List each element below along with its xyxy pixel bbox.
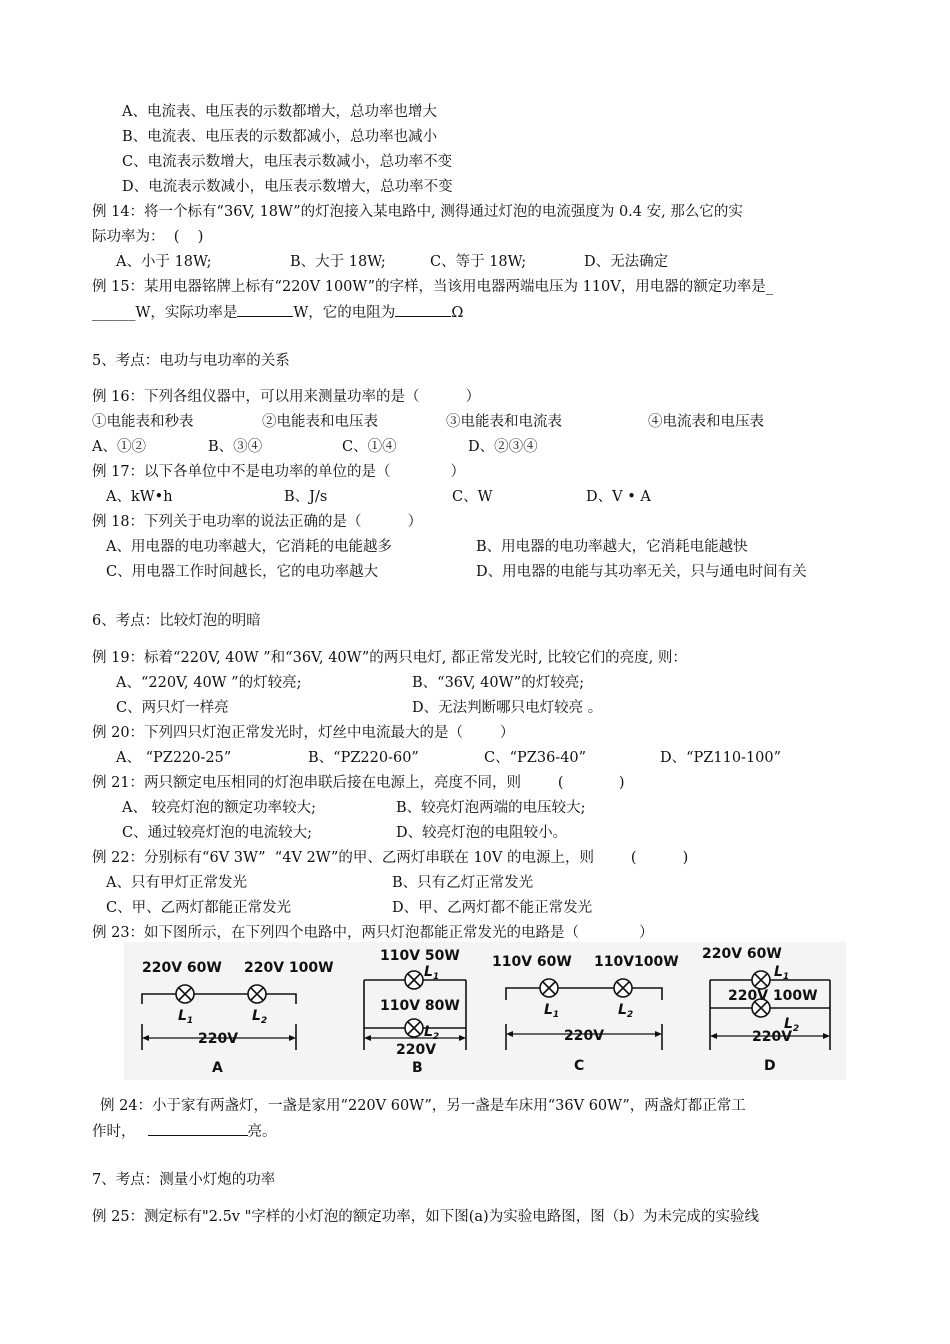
- q14-option-c: C、等于 18W;: [430, 254, 527, 270]
- q15-blank-resistance: [395, 302, 451, 317]
- lamp-c2-icon: [614, 979, 632, 997]
- q20-option-c: C、“PZ36-40”: [484, 750, 587, 766]
- q19-question: 例 19：标着“220V, 40W ”和“36V, 40W”的两只电灯, 都正常发光时, 比较它们的亮度, 则：: [92, 650, 687, 666]
- circuit-a-lamp1-name: $L_1$: [178, 1008, 194, 1026]
- q19-option-a: A、“220V, 40W ”的灯较亮;: [116, 675, 302, 691]
- circuit-a-tag: A: [212, 1060, 223, 1076]
- q16-item-3: ③电能表和电流表: [446, 414, 562, 430]
- q18-option-a: A、用电器的电功率越大，它消耗的电能越多: [106, 539, 392, 555]
- q21-option-c: C、通过较亮灯泡的电流较大;: [122, 825, 312, 841]
- circuit-a-lamp2-rating: 220V 100W: [244, 960, 334, 976]
- q19-option-b: B、“36V, 40W”的灯较亮;: [412, 675, 585, 691]
- q18-question: 例 18：下列关于电功率的说法正确的是（ ）: [92, 514, 423, 530]
- circuit-c-supply: 220V: [564, 1028, 605, 1044]
- q20-option-d: D、“PZ110-100”: [660, 750, 782, 766]
- q14-option-a: A、小于 18W;: [116, 254, 212, 270]
- q22-question: 例 22：分别标有“6V 3W” “4V 2W”的甲、乙两灯串联在 10V 的电源上，则 ( ): [92, 850, 689, 866]
- q15-text-2: W，它的电阻为: [293, 305, 396, 321]
- q25-question: 例 25：测定标有"2.5v "字样的小灯泡的额定功率，如下图(a)为实验电路图，图（b）为未完成的实验线: [92, 1209, 759, 1225]
- q16-item-2: ②电能表和电压表: [262, 414, 378, 430]
- q22-option-c: C、甲、乙两灯都能正常发光: [106, 900, 292, 916]
- q16-option-c: C、①④: [342, 439, 397, 455]
- circuit-b-supply: 220V: [396, 1042, 437, 1058]
- section-5-heading: 5、考点：电功与电功率的关系: [92, 353, 290, 369]
- q24-question-line2: [92, 1121, 277, 1142]
- q21-option-b: B、较亮灯泡两端的电压较大;: [396, 800, 586, 816]
- q17-option-c: C、W: [452, 489, 493, 505]
- q22-option-b: B、只有乙灯正常发光: [392, 875, 534, 891]
- section-7-heading: 7、考点：测量小灯炮的功率: [92, 1172, 276, 1188]
- q19-option-c: C、两只灯一样亮: [116, 700, 229, 716]
- circuit-a-lamp1-rating: 220V 60W: [142, 960, 222, 976]
- q15-question-line1: 例 15：某用电器铭牌上标有“220V 100W”的字样，当该用电器两端电压为 110V，用电器的额定功率是_: [92, 279, 773, 295]
- lamp-c1-icon: [540, 979, 558, 997]
- circuit-c-lamp1-rating: 110V 60W: [492, 954, 572, 970]
- q18-option-d: D、用电器的电能与其功率无关，只与通电时间有关: [476, 564, 807, 580]
- q16-option-a: A、①②: [92, 439, 146, 455]
- q18-option-c: C、用电器工作时间越长，它的电功率越大: [106, 564, 379, 580]
- q17-question: 例 17：以下各单位中不是电功率的单位的是（ ）: [92, 464, 465, 480]
- circuit-d-lamp2-rating: 220V 100W: [728, 988, 818, 1004]
- q23-question: 例 23：如下图所示，在下列四个电路中，两只灯泡都能正常发光的电路是（ ）: [92, 925, 654, 941]
- q15-question-line2: [92, 302, 463, 323]
- lamp-d1-icon: [752, 971, 770, 989]
- q18-option-b: B、用电器的电功率越大，它消耗电能越快: [476, 539, 748, 555]
- q24-text-2: 亮。: [247, 1124, 277, 1140]
- q15-blank-actual-power: [237, 302, 293, 317]
- circuit-d-lamp1-name: $L_1$: [774, 964, 790, 982]
- circuit-c-lamp2-name: $L_2$: [618, 1002, 634, 1020]
- q16-item-1: ①电能表和秒表: [92, 414, 194, 430]
- q14-question-line1: 例 14：将一个标有“36V, 18W”的灯泡接入某电路中, 测得通过灯泡的电流强度为 0.4 安, 那么它的实: [92, 204, 743, 220]
- q23-circuit-figure: [124, 942, 846, 1080]
- circuit-d-supply: 220V: [752, 1029, 793, 1045]
- q16-option-b: B、③④: [208, 439, 263, 455]
- q15-text-3: Ω: [451, 305, 464, 321]
- circuit-b-lamp1-rating: 110V 50W: [380, 948, 460, 964]
- q14-question-line2: 际功率为： ( ): [92, 229, 204, 245]
- q16-question: 例 16：下列各组仪器中，可以用来测量功率的是（ ）: [92, 389, 481, 405]
- circuit-c-lamp2-rating: 110V100W: [594, 954, 679, 970]
- q17-option-a: A、kW•h: [106, 489, 173, 505]
- q13-option-c: C、电流表示数增大，电压表示数减小，总功率不变: [122, 154, 453, 170]
- lamp-a2-icon: [248, 985, 266, 1003]
- lamp-b2-icon: [405, 1019, 423, 1037]
- lamp-a1-icon: [176, 985, 194, 1003]
- figure-background: [124, 942, 846, 1080]
- q15-text-1: ______W，实际功率是: [92, 305, 238, 321]
- q17-option-d: D、V • A: [586, 489, 651, 505]
- q19-option-d: D、无法判断哪只电灯较亮 。: [412, 700, 603, 716]
- circuit-c-lamp1-name: $L_1$: [544, 1002, 560, 1020]
- circuit-b-tag: B: [412, 1060, 423, 1076]
- section-6-heading: 6、考点：比较灯泡的明暗: [92, 613, 261, 629]
- q21-option-d: D、较亮灯泡的电阻较小。: [396, 825, 568, 841]
- q24-answer-blank: [148, 1121, 248, 1136]
- q13-option-b: B、电流表、电压表的示数都减小，总功率也减小: [122, 129, 438, 145]
- circuit-b-lamp2-rating: 110V 80W: [380, 998, 460, 1014]
- q14-option-b: B、大于 18W;: [290, 254, 386, 270]
- circuit-d-lamp2-name: $L_2$: [784, 1016, 800, 1034]
- q24-text-1: 作时，: [92, 1124, 136, 1140]
- q21-question: 例 21：两只额定电压相同的灯泡串联后接在电源上，亮度不同，则 ( ): [92, 775, 625, 791]
- circuit-a-supply: 220V: [198, 1031, 239, 1047]
- q20-question: 例 20：下列四只灯泡正常发光时，灯丝中电流最大的是（ ）: [92, 725, 515, 741]
- circuit-b-lamp2-name: $L_2$: [424, 1024, 440, 1042]
- circuit-d-tag: D: [764, 1058, 776, 1074]
- circuit-c-tag: C: [574, 1058, 585, 1074]
- q13-option-a: A、电流表、电压表的示数都增大，总功率也增大: [122, 104, 437, 120]
- q20-option-a: A、 “PZ220-25”: [116, 750, 232, 766]
- lamp-b1-icon: [405, 971, 423, 989]
- q21-option-a: A、 较亮灯泡的额定功率较大;: [122, 800, 316, 816]
- q14-option-d: D、无法确定: [584, 254, 669, 270]
- q13-option-d: D、电流表示数减小，电压表示数增大，总功率不变: [122, 179, 453, 195]
- circuit-b-lamp1-name: $L_1$: [424, 964, 440, 982]
- q16-option-d: D、②③④: [468, 439, 538, 455]
- q24-question-line1: 例 24：小于家有两盏灯，一盏是家用“220V 60W”，另一盏是车床用“36V 60W”，两盏灯都正常工: [100, 1098, 746, 1114]
- circuit-a-lamp2-name: $L_2$: [252, 1008, 268, 1026]
- q22-option-a: A、只有甲灯正常发光: [106, 875, 247, 891]
- circuit-d-lamp1-rating: 220V 60W: [702, 946, 782, 962]
- q20-option-b: B、“PZ220-60”: [308, 750, 419, 766]
- q16-item-4: ④电流表和电压表: [648, 414, 764, 430]
- q17-option-b: B、J/s: [284, 489, 328, 505]
- q22-option-d: D、甲、乙两灯都不能正常发光: [392, 900, 593, 916]
